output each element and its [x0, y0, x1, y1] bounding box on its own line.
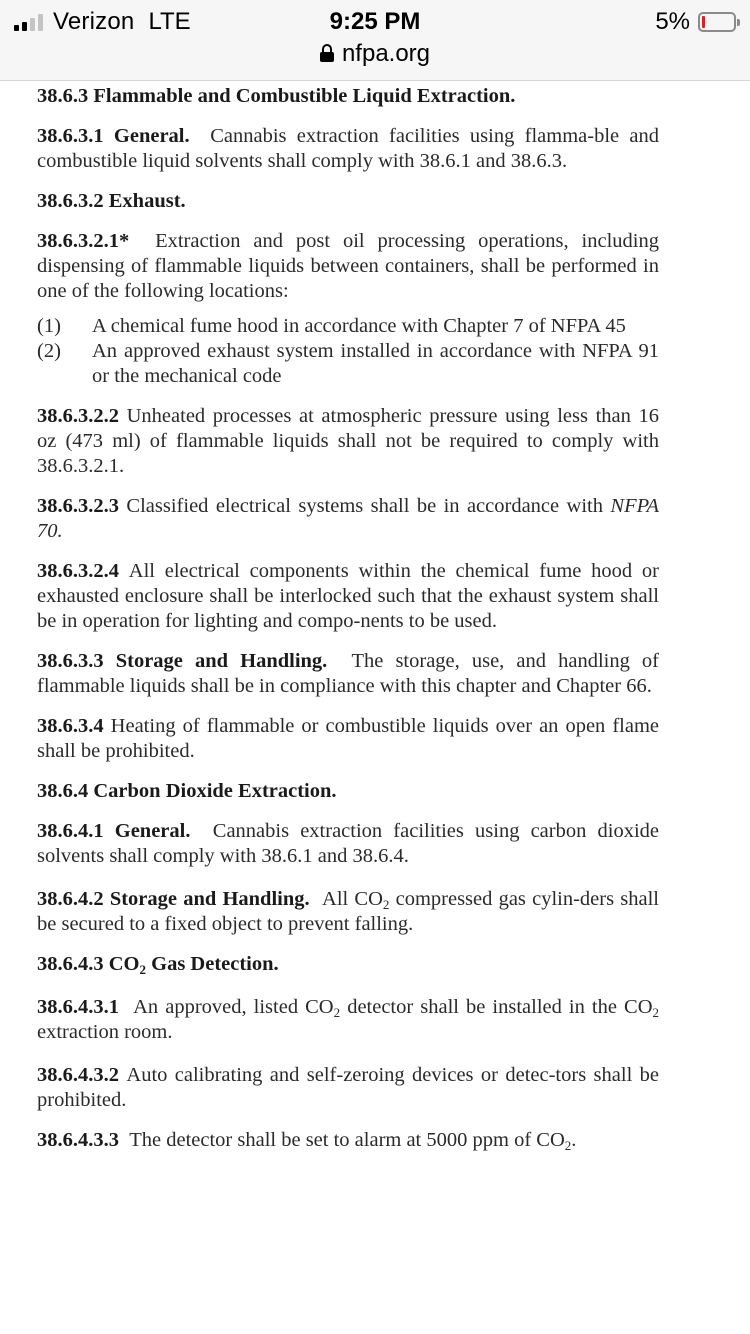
paragraph-number: 38.6.3.1 General.: [37, 125, 190, 147]
paragraph-text: All CO: [322, 888, 383, 910]
heading-text: Gas Detection.: [151, 953, 279, 975]
paragraph-text: Classified electrical systems shall be in accordance with: [126, 495, 603, 517]
paragraph-number: 38.6.3.2.3: [37, 495, 119, 517]
paragraph: [37, 714, 659, 764]
paragraph: [37, 229, 659, 304]
section-heading: 38.6.3 Flammable and Combustible Liquid Extraction.: [37, 85, 516, 107]
document-body: [37, 84, 659, 1153]
paragraph-number: 38.6.3.2.1*: [37, 230, 130, 252]
paragraph-number: 38.6.4.2 Storage and Handling.: [37, 888, 310, 910]
paragraph-text: Cannabis extraction facilities using flamma-ble and combustible liquid solvents shall comply with 38.6.1 and 38.6.3.: [37, 125, 660, 172]
list-item: [37, 314, 659, 339]
status-bar: [0, 0, 750, 81]
list-number: (1): [37, 315, 61, 337]
paragraph-text: Extraction and post oil processing operations, including dispensing of flammable liquids between containers, shall be performed in one of the following locations:: [37, 230, 659, 302]
subscript: 2: [382, 897, 390, 912]
section-heading: 38.6.3.2 Exhaust.: [37, 190, 186, 212]
network-type: LTE: [148, 8, 191, 35]
paragraph-number: 38.6.4.3.3: [37, 1129, 119, 1151]
paragraph: [37, 494, 659, 544]
paragraph-text: extraction room.: [37, 1021, 173, 1043]
paragraph: [37, 1128, 659, 1153]
paragraph-text: The storage, use, and handling of flammable liquids shall be in compliance with this chapter and Chapter 66.: [37, 650, 659, 697]
url-bar[interactable]: [0, 40, 750, 68]
paragraph: [37, 649, 659, 699]
paragraph-number: 38.6.3.2.4: [37, 560, 119, 582]
paragraph-text: The detector shall be set to alarm at 5000 ppm of CO: [129, 1129, 565, 1151]
heading-text: 38.6.4.3 CO: [37, 953, 140, 975]
battery-percent: 5%: [655, 8, 690, 35]
paragraph-text: Unheated processes at atmospheric pressure using less than 16 oz (473 ml) of flammable liquids shall not be required to comply with 38.6.3.2.1.: [37, 405, 659, 477]
url-text: nfpa.org: [341, 40, 431, 67]
paragraph: [37, 559, 659, 634]
paragraph-text: .: [571, 1129, 577, 1151]
subscript: 2: [564, 1138, 572, 1153]
paragraph-number: 38.6.3.3 Storage and Handling.: [37, 650, 328, 672]
paragraph: [37, 819, 659, 869]
subscript: 2: [652, 1005, 660, 1020]
battery-icon: [698, 12, 736, 32]
lock-icon: [320, 44, 334, 62]
subscript: 2: [139, 962, 146, 977]
paragraph-text: Cannabis extraction facilities using carbon dioxide solvents shall comply with 38.6.1 and 38.6.4.: [37, 820, 659, 867]
paragraph-number: 38.6.3.2.2: [37, 405, 119, 427]
location-list: [37, 314, 659, 389]
list-text: A chemical fume hood in accordance with Chapter 7 of NFPA 45: [92, 315, 626, 337]
paragraph: [37, 124, 659, 174]
paragraph-text: All electrical components within the chemical fume hood or exhausted enclosure shall be interlocked such that the exhaust system shall be in operation for lighting and compo-nents to be used.: [37, 560, 659, 632]
list-item: [37, 339, 659, 389]
paragraph-number: 38.6.4.1 General.: [37, 820, 191, 842]
paragraph-text: detector shall be installed in the CO: [347, 996, 653, 1018]
paragraph: [37, 887, 659, 937]
reference-link: NFPA 70.: [37, 495, 660, 542]
paragraph: [37, 995, 659, 1045]
subscript: 2: [333, 1005, 341, 1020]
section-heading: [37, 952, 659, 977]
paragraph: [37, 1063, 659, 1113]
paragraph-number: 38.6.4.3.1: [37, 996, 119, 1018]
clock: 9:25 PM: [329, 8, 421, 35]
paragraph: [37, 404, 659, 479]
paragraph-text: An approved, listed CO: [133, 996, 334, 1018]
paragraph-number: 38.6.3.4: [37, 715, 104, 737]
section-heading: 38.6.4 Carbon Dioxide Extraction.: [37, 780, 337, 802]
list-number: (2): [37, 340, 61, 362]
list-text: An approved exhaust system installed in accordance with NFPA 91 or the mechanical code: [92, 340, 659, 387]
paragraph-text: Auto calibrating and self-zeroing devices or detec-tors shall be prohibited.: [37, 1064, 660, 1111]
paragraph-text: Heating of flammable or combustible liquids over an open flame shall be prohibited.: [37, 715, 660, 762]
paragraph-number: 38.6.4.3.2: [37, 1064, 119, 1086]
battery-group: [655, 8, 736, 36]
paragraph-text: compressed gas cylin-ders shall be secured to a fixed object to prevent falling.: [37, 888, 659, 935]
carrier-name: Verizon: [53, 8, 135, 35]
